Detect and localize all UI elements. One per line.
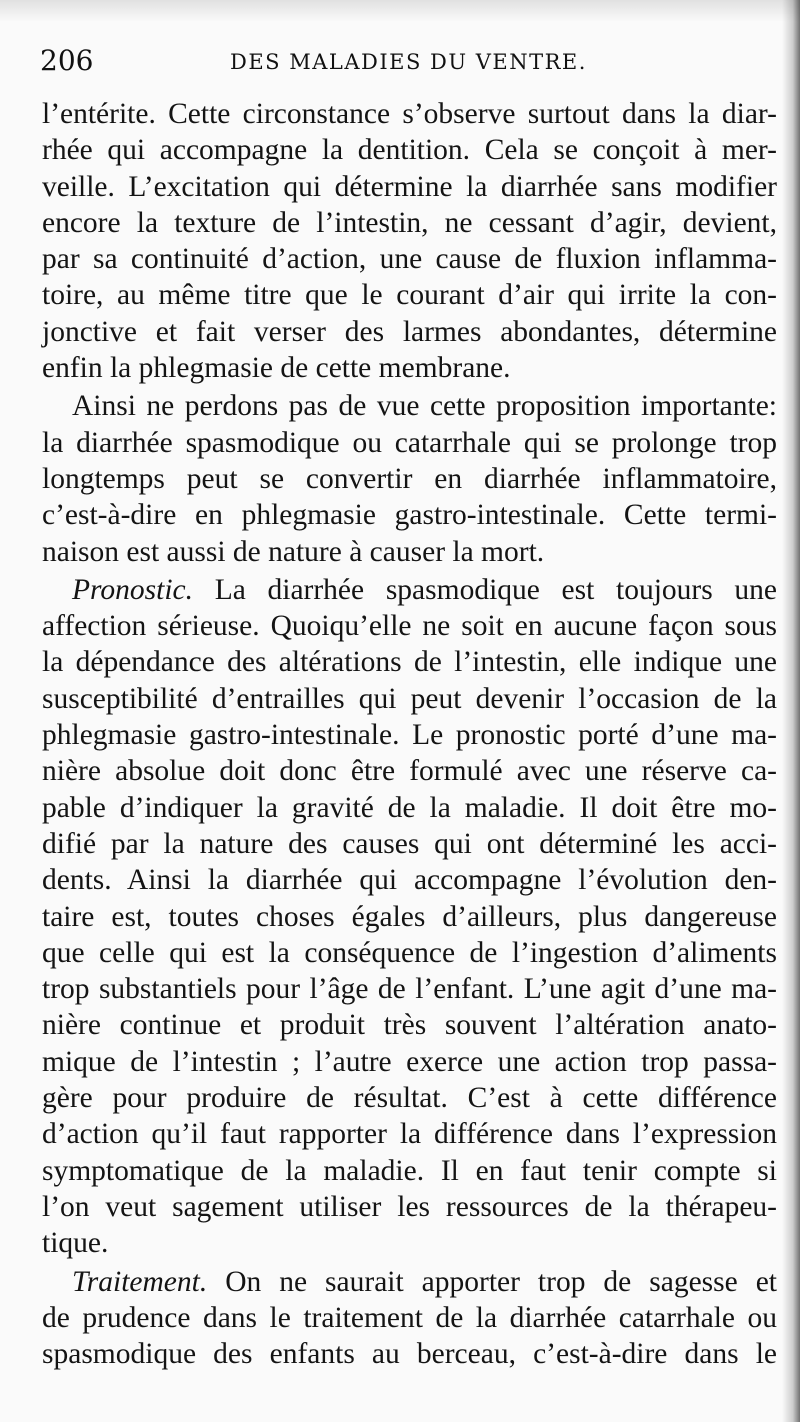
text-line: l’entérite. Cette circonstance s’observe surtout dans la diar-: [42, 98, 777, 130]
text-line-rest: La diarrhée spasmodique est toujours une: [193, 573, 777, 606]
scan-shadow-top: [0, 0, 800, 22]
section-rubric-traitement: Traitement.: [72, 1265, 208, 1298]
text-line: d’action qu’il faut rapporter la différence dans l’expression: [42, 1118, 777, 1151]
text-line: toire, au même titre que le courant d’air qui irrite la con-: [42, 279, 777, 312]
text-line: affection sérieuse. Quoiqu’elle ne soit en aucune façon sous: [42, 610, 777, 643]
text-line: longtemps peut se convertir en diarrhée inflammatoire,: [42, 462, 777, 495]
text-line: taire est, toutes choses égales d’ailleurs, plus dangereuse: [42, 900, 777, 933]
text-line: [42, 572, 777, 608]
body-text: [42, 96, 777, 1372]
text-line: tique.: [42, 1227, 109, 1260]
page-header: [40, 44, 770, 88]
running-title: DES MALADIES DU VENTRE.: [230, 50, 587, 74]
text-line: la dépendance des altérations de l’intestin, elle indique une: [42, 646, 777, 679]
text-line: [42, 1264, 777, 1300]
text-line: dents. Ainsi la diarrhée qui accompagne l’évolution den-: [42, 864, 777, 897]
text-line: encore la texture de l’intestin, ne cessant d’agir, devient,: [42, 206, 777, 239]
text-line: symptomatique de la maladie. Il en faut tenir compte si: [42, 1154, 777, 1187]
text-line: nière continue et produit très souvent l’altération anato-: [42, 1009, 777, 1042]
text-line: pable d’indiquer la gravité de la maladie. Il doit être mo-: [42, 791, 777, 824]
text-line: que celle qui est la conséquence de l’ingestion d’aliments: [42, 936, 777, 969]
text-line: naison est aussi de nature à causer la mort.: [42, 535, 545, 568]
text-line: gère pour produire de résultat. C’est à cette différence: [42, 1082, 777, 1115]
text-line: susceptibilité d’entrailles qui peut devenir l’occasion de la: [42, 682, 777, 715]
text-line: c’est-à-dire en phlegmasie gastro-intestinale. Cette termi-: [42, 499, 777, 532]
text-line-rest: On ne saurait apporter trop de sagesse et: [207, 1265, 777, 1298]
scan-shadow-right: [782, 0, 800, 1422]
text-line: l’on veut sagement utiliser les ressources de la thérapeu-: [42, 1190, 777, 1223]
text-line: la diarrhée spasmodique ou catarrhale qui se prolonge trop: [42, 426, 777, 459]
text-line: mique de l’intestin ; l’autre exerce une action trop passa-: [42, 1045, 777, 1078]
text-line: rhée qui accompagne la dentition. Cela se conçoit à mer-: [42, 134, 777, 167]
text-line: phlegmasie gastro-intestinale. Le pronostic porté d’une ma-: [42, 719, 777, 752]
text-line: nière absolue doit donc être formulé avec une réserve ca-: [42, 755, 777, 788]
text-line: trop substantiels pour l’âge de l’enfant. L’une agit d’une ma-: [42, 973, 777, 1006]
text-line: enfin la phlegmasie de cette membrane.: [42, 352, 511, 385]
text-line: par sa continuité d’action, une cause de fluxion inflamma-: [42, 243, 777, 276]
section-rubric-pronostic: Pronostic.: [72, 573, 193, 606]
page-number: 206: [40, 44, 94, 77]
text-line: difié par la nature des causes qui ont déterminé les acci-: [42, 827, 777, 860]
text-line: veille. L’excitation qui détermine la diarrhée sans modifier: [42, 170, 777, 203]
text-line: de prudence dans le traitement de la diarrhée catarrhale ou: [42, 1301, 777, 1334]
text-line: Ainsi ne perdons pas de vue cette proposition importante:: [72, 390, 777, 423]
text-line: spasmodique des enfants au berceau, c’est-à-dire dans le: [42, 1338, 777, 1371]
text-line: jonctive et fait verser des larmes abondantes, détermine: [42, 315, 777, 348]
